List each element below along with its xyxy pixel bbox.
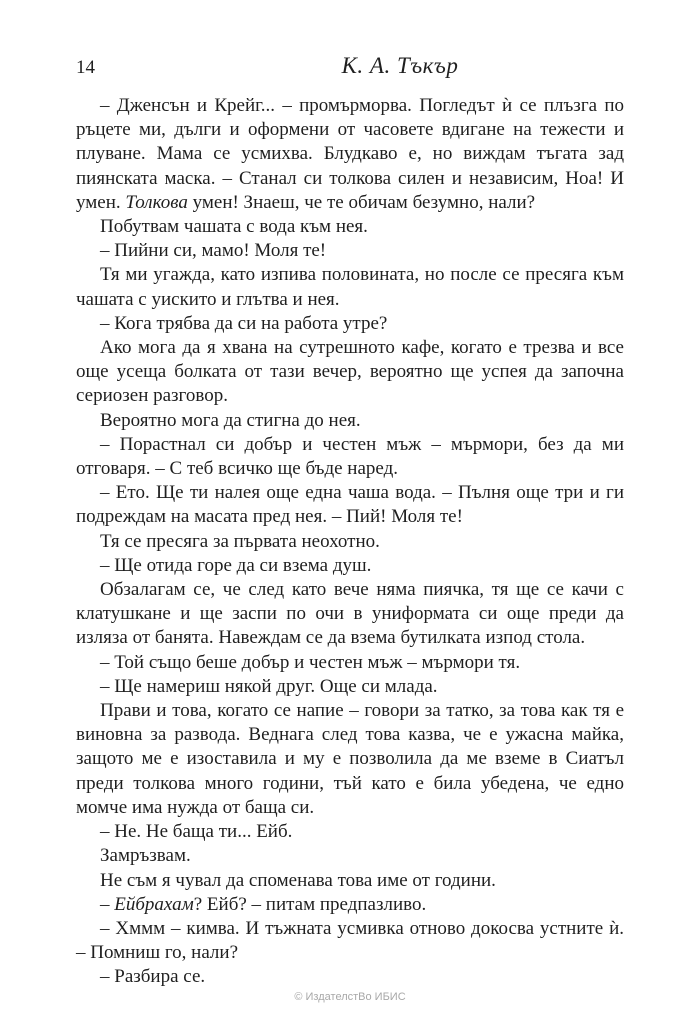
paragraph: – Ще намериш някой друг. Още си млада. (100, 675, 438, 697)
paragraph: – Ще отида горе да си взема душ. (100, 554, 372, 576)
paragraph: – Не. Не баща ти... Ейб. (100, 821, 293, 843)
publisher-footer: © ИздателстВо ИБИС (294, 991, 406, 1003)
paragraph: – Кога трябва да си на работа утре? (100, 312, 388, 334)
paragraph: – Разбира се. (100, 966, 206, 988)
paragraph: – Пийни си, мамо! Моля те! (100, 240, 327, 262)
paragraph: Побутвам чашата с вода към нея. (100, 216, 368, 238)
running-head-author: К. А. Тъкър (341, 53, 459, 78)
paragraph: – Порастнал си добър и честен мъж – мърмори, без да ми отговаря. – С теб всичко ще бъде наред. (76, 433, 624, 480)
paragraph: Прави и това, когато се напие – говори за татко, за това как тя е виновна за развода. Веднага след това казва, че е ужасна майка, защото ме е изоставила и му е позволила да ме вземе в Сиатъл преди толкова много години, тъй като е била убедена, че едно момче има нужда от баща си. (76, 700, 624, 818)
paragraph: Обзалагам се, че след като вече няма пиячка, тя ще се качи с клатушкане и ще заспи по очи в униформата си още преди да изляза от банята. Навеждам се да взема бутилката изпод стола. (76, 579, 624, 649)
paragraph: Вероятно мога да стигна до нея. (100, 409, 361, 431)
body-text (76, 94, 624, 990)
paragraph: – Хммм – кимва. И тъжната усмивка отново докосва устните ѝ. – Помниш го, нали? (76, 917, 624, 964)
italic-emphasis: Толкова (125, 191, 188, 213)
page-number: 14 (76, 57, 95, 78)
paragraph: Тя се пресяга за първата неохотно. (100, 530, 380, 552)
paragraph: Тя ми угажда, като изпива половината, но после се пресяга към чашата с уискито и глътва и нея. (76, 264, 624, 310)
paragraph: – Ейбрахам? Ейб? – питам предпазливо. (100, 893, 427, 915)
paragraph: – Ето. Ще ти налея още една чаша вода. – Пълня още три и ги подреждам на масата пред нея. – Пий! Моля те! (76, 482, 624, 528)
paragraph: Замръзвам. (100, 845, 191, 867)
paragraph: Не съм я чувал да споменава това име от години. (100, 869, 496, 891)
paragraph: – Той също беше добър и честен мъж – мърмори тя. (100, 651, 521, 673)
paragraph: Ако мога да я хвана на сутрешното кафе, когато е трезва и все още усеща болката от тази вечер, вероятно ще успея да започна сериозен разговор. (76, 337, 624, 407)
italic-emphasis: Ейбрахам (114, 893, 194, 915)
paragraph: – Дженсън и Крейг... – промърморва. Погледът ѝ се плъзга по ръцете ми, дълги и оформени от часовете вдигане на тежести и плуване. Мама се усмихва. Блудкаво е, но виждам тъгата зад пиянската маска. – Станал си толкова силен и независим, Ноа! И умен. Толкова умен! Знаеш, че те обичам безумно, нали? (76, 95, 624, 213)
